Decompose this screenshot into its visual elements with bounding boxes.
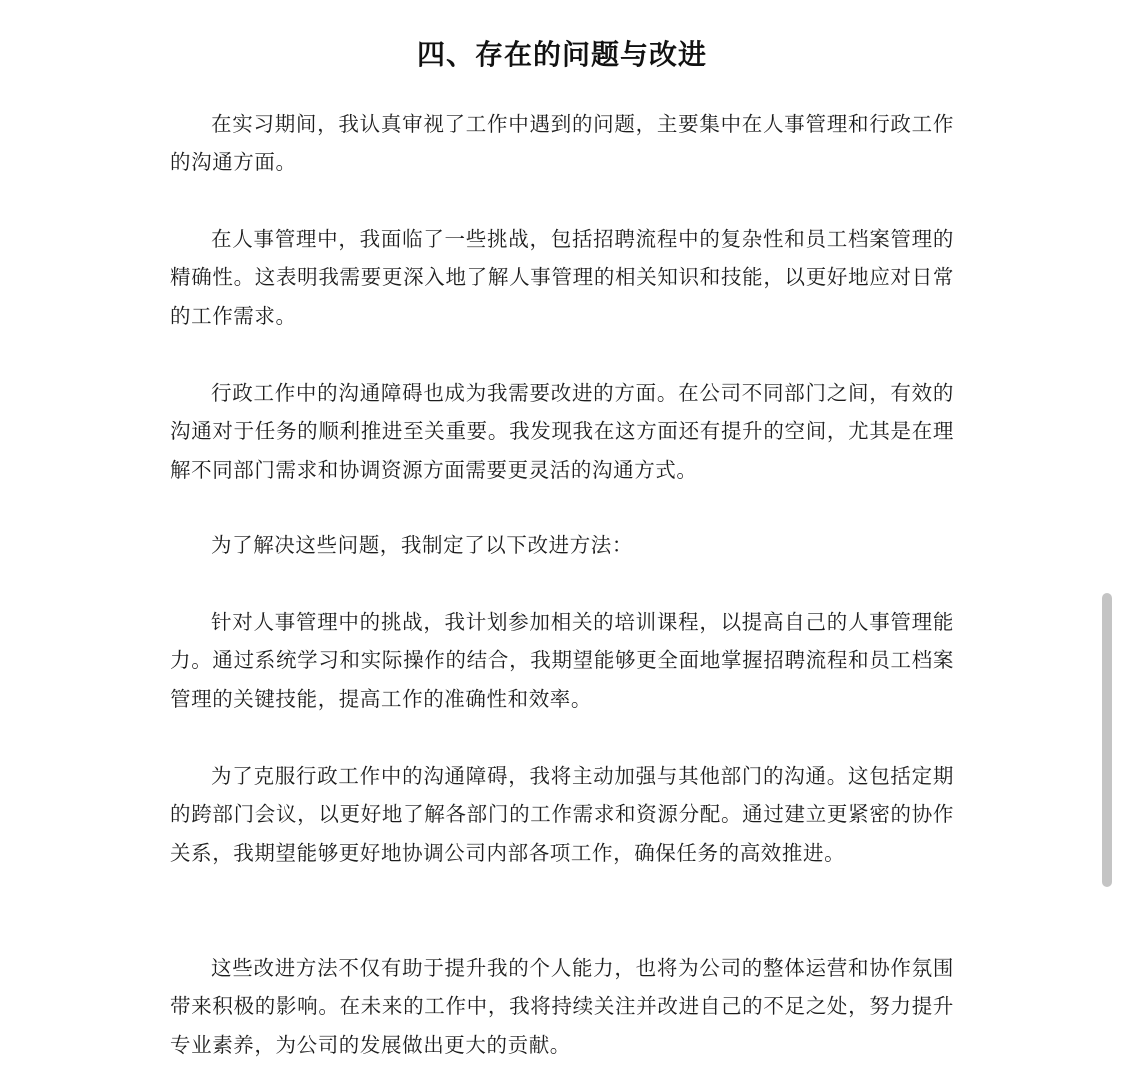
scrollbar-thumb[interactable]	[1102, 593, 1112, 887]
paragraph-intro: 在实习期间，我认真审视了工作中遇到的问题，主要集中在人事管理和行政工作的沟通方面。	[170, 112, 954, 175]
paragraph-improvement-intro: 为了解决这些问题，我制定了以下改进方法：	[211, 533, 633, 557]
paragraph-communication-plan: 为了克服行政工作中的沟通障碍，我将主动加强与其他部门的沟通。这包括定期的跨部门会议，以更好地了解各部门的工作需求和资源分配。通过建立更紧密的协作关系，我期望能够更好地协调公司内部各项工作，确保任务的高效推进。	[170, 764, 954, 865]
paragraph-conclusion: 这些改进方法不仅有助于提升我的个人能力，也将为公司的整体运营和协作氛围带来积极的影响。在未来的工作中，我将持续关注并改进自己的不足之处，努力提升专业素养，为公司的发展做出更大的贡献。	[170, 956, 954, 1057]
vertical-scrollbar[interactable]	[1100, 0, 1114, 1080]
paragraph-hr-training-plan: 针对人事管理中的挑战，我计划参加相关的培训课程，以提高自己的人事管理能力。通过系统学习和实际操作的结合，我期望能够更全面地掌握招聘流程和员工档案管理的关键技能，提高工作的准确性和效率。	[170, 610, 954, 711]
paragraph-communication-barriers: 行政工作中的沟通障碍也成为我需要改进的方面。在公司不同部门之间，有效的沟通对于任务的顺利推进至关重要。我发现我在这方面还有提升的空间，尤其是在理解不同部门需求和协调资源方面需要更灵活的沟通方式。	[170, 381, 954, 482]
paragraph-hr-challenges: 在人事管理中，我面临了一些挑战，包括招聘流程中的复杂性和员工档案管理的精确性。这表明我需要更深入地了解人事管理的相关知识和技能，以更好地应对日常的工作需求。	[170, 227, 954, 328]
section-title: 四、存在的问题与改进	[416, 37, 707, 71]
